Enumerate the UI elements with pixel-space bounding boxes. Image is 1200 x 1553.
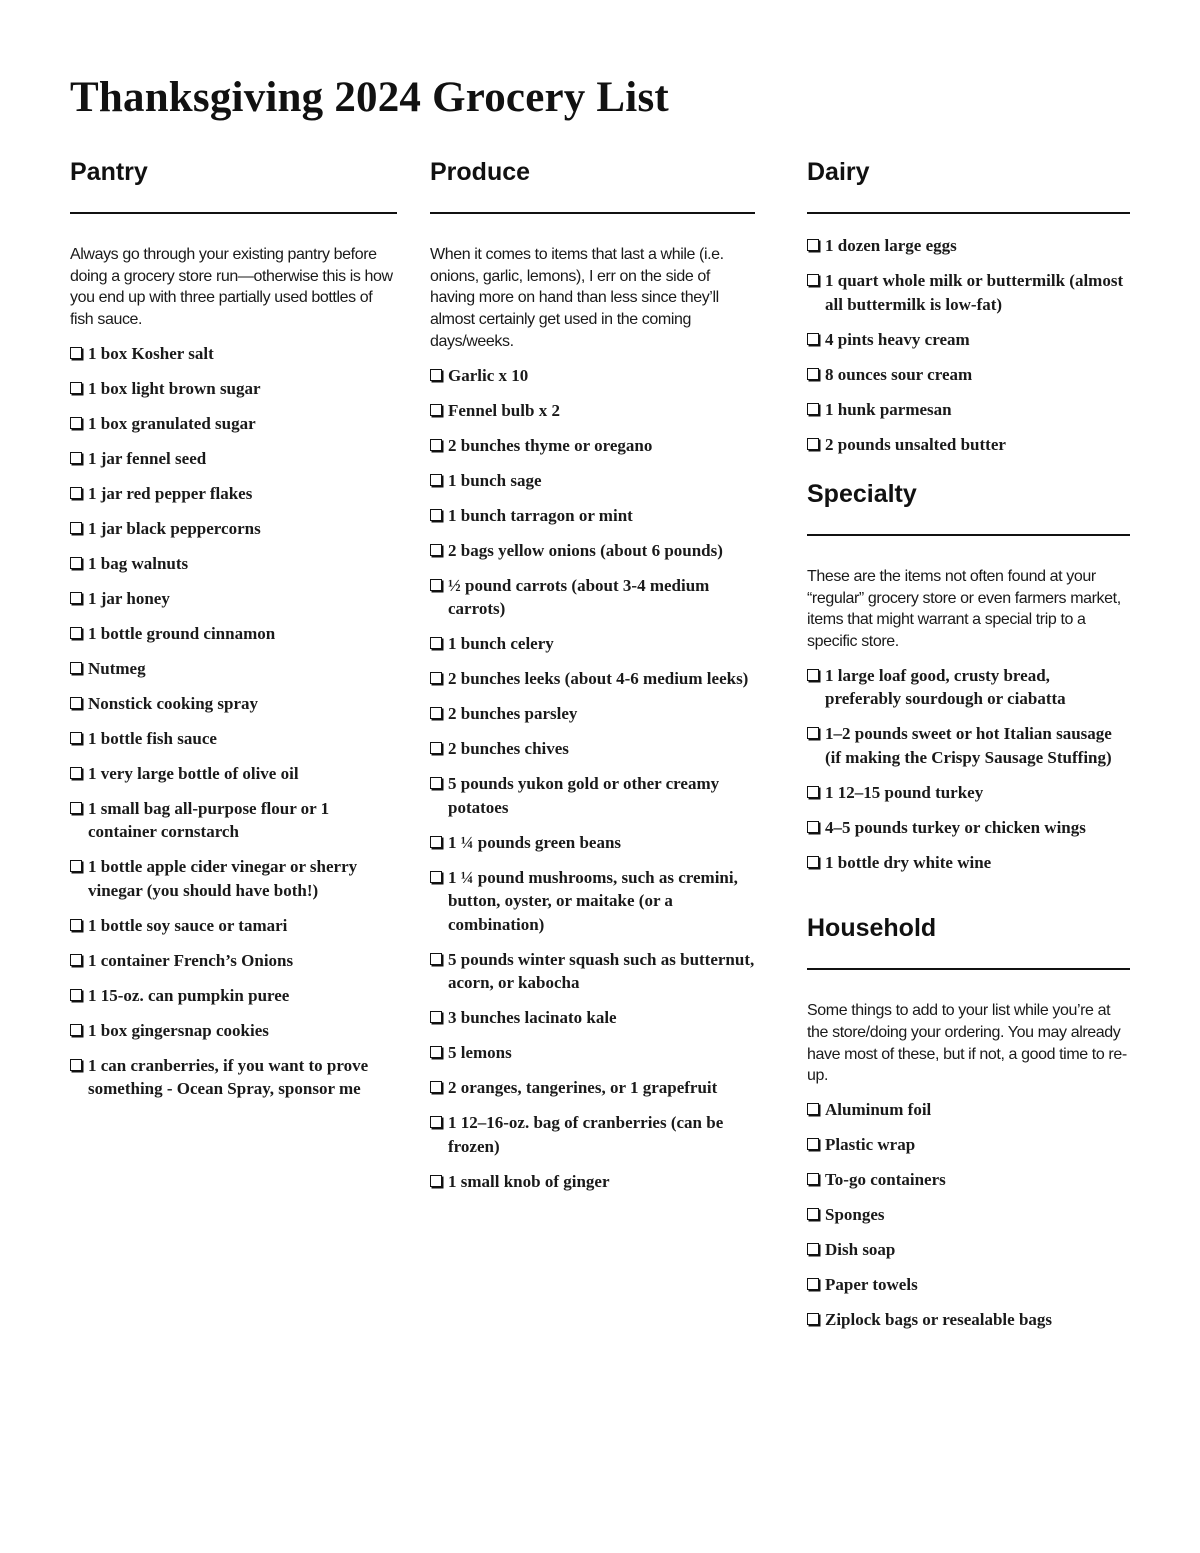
checkbox-icon[interactable] bbox=[430, 474, 442, 486]
checkbox-icon[interactable] bbox=[430, 707, 442, 719]
household-list bbox=[807, 1098, 1130, 1332]
checkbox-icon[interactable] bbox=[70, 627, 82, 639]
item-label: 1 ¼ pound mushrooms, such as cremini, button, oyster, or maitake (or a combination) bbox=[448, 867, 738, 934]
item-label: 1 ¼ pounds green beans bbox=[448, 832, 622, 852]
checklist-item bbox=[70, 914, 397, 938]
checklist-item bbox=[807, 1098, 1130, 1122]
item-label: 4 pints heavy cream bbox=[825, 329, 970, 349]
item-label: 8 ounces sour cream bbox=[825, 364, 973, 384]
specialty-divider bbox=[807, 534, 1130, 536]
checklist-item bbox=[430, 667, 755, 691]
pantry-intro: Always go through your existing pantry before doing a grocery store run—otherwise this is how you end up with three partially used bottles of fish sauce. bbox=[70, 246, 393, 329]
checkbox-icon[interactable] bbox=[430, 369, 442, 381]
dairy-heading: Dairy bbox=[807, 158, 870, 186]
checklist-item bbox=[807, 269, 1130, 316]
item-label: 1 box gingersnap cookies bbox=[88, 1020, 269, 1040]
checklist-item bbox=[70, 797, 397, 844]
item-label: 1 bag walnuts bbox=[88, 553, 189, 573]
item-label: Garlic x 10 bbox=[448, 365, 529, 385]
checklist-item bbox=[70, 855, 397, 902]
checkbox-icon[interactable] bbox=[807, 1278, 819, 1290]
checklist-item bbox=[807, 234, 1130, 258]
checkbox-icon[interactable] bbox=[430, 777, 442, 789]
checklist-item bbox=[70, 657, 397, 681]
checklist-item bbox=[807, 1133, 1130, 1157]
checklist-item bbox=[70, 622, 397, 646]
item-label: 2 oranges, tangerines, or 1 grapefruit bbox=[448, 1078, 718, 1098]
checkbox-icon[interactable] bbox=[430, 953, 442, 965]
item-label: 2 pounds unsalted butter bbox=[825, 434, 1006, 454]
item-label: 1 box Kosher salt bbox=[88, 343, 214, 363]
produce-divider bbox=[430, 212, 755, 214]
item-label: 5 lemons bbox=[448, 1043, 512, 1063]
item-label: 1 hunk parmesan bbox=[825, 399, 952, 419]
checklist-item bbox=[70, 949, 397, 973]
checklist-item bbox=[430, 702, 755, 726]
checklist-item bbox=[70, 984, 397, 1008]
checklist-item bbox=[430, 866, 755, 937]
checkbox-icon[interactable] bbox=[70, 347, 82, 359]
checklist-item bbox=[430, 434, 755, 458]
checkbox-icon[interactable] bbox=[430, 836, 442, 848]
item-label: 1–2 pounds sweet or hot Italian sausage (if making the Crispy Sausage Stuffing) bbox=[825, 724, 1112, 767]
checklist-item bbox=[430, 772, 755, 819]
checklist-item bbox=[430, 1111, 755, 1158]
item-label: 1 jar red pepper flakes bbox=[88, 483, 253, 503]
checklist-item bbox=[70, 587, 397, 611]
checkbox-icon[interactable] bbox=[807, 1243, 819, 1255]
item-label: 2 bunches thyme or oregano bbox=[448, 435, 653, 455]
item-label: 1 12–16-oz. bag of cranberries (can be frozen) bbox=[448, 1113, 724, 1156]
item-label: 3 bunches lacinato kale bbox=[448, 1008, 617, 1028]
checkbox-icon[interactable] bbox=[807, 438, 819, 450]
item-label: 1 container French’s Onions bbox=[88, 950, 294, 970]
item-label: 1 12–15 pound turkey bbox=[825, 782, 984, 802]
checklist-item bbox=[70, 447, 397, 471]
specialty-intro: These are the items not often found at your “regular” grocery store or even farmers market, items that might warrant a special trip to a specific store. bbox=[807, 568, 1121, 651]
checkbox-icon[interactable] bbox=[807, 368, 819, 380]
produce-column bbox=[430, 156, 755, 1193]
checklist-item bbox=[807, 1203, 1130, 1227]
checkbox-icon[interactable] bbox=[70, 802, 82, 814]
checklist-item bbox=[807, 328, 1130, 352]
checklist-item bbox=[807, 664, 1130, 711]
checkbox-icon[interactable] bbox=[70, 860, 82, 872]
item-label: Aluminum foil bbox=[825, 1100, 932, 1120]
checkbox-icon[interactable] bbox=[70, 487, 82, 499]
checklist-item bbox=[70, 552, 397, 576]
checklist-item bbox=[807, 1273, 1130, 1297]
checkbox-icon[interactable] bbox=[430, 1081, 442, 1093]
checkbox-icon[interactable] bbox=[70, 919, 82, 931]
checkbox-icon[interactable] bbox=[807, 727, 819, 739]
checkbox-icon[interactable] bbox=[430, 1116, 442, 1128]
checklist-item bbox=[430, 1006, 755, 1030]
checkbox-icon[interactable] bbox=[70, 592, 82, 604]
checklist-item bbox=[807, 363, 1130, 387]
item-label: 2 bags yellow onions (about 6 pounds) bbox=[448, 540, 723, 560]
item-label: 1 jar black peppercorns bbox=[88, 518, 261, 538]
item-label: Nutmeg bbox=[88, 658, 146, 678]
item-label: 1 small bag all-purpose flour or 1 container cornstarch bbox=[88, 798, 330, 842]
item-label: Sponges bbox=[825, 1205, 885, 1225]
checklist-item bbox=[70, 517, 397, 541]
item-label: 1 large loaf good, crusty bread, preferably sourdough or ciabatta bbox=[825, 665, 1066, 709]
dairy-divider bbox=[807, 212, 1130, 214]
household-divider bbox=[807, 968, 1130, 970]
checklist-item bbox=[430, 1076, 755, 1100]
item-label: 1 box light brown sugar bbox=[88, 378, 261, 398]
checklist-item bbox=[70, 727, 397, 751]
checklist-item bbox=[807, 816, 1130, 840]
checkbox-icon[interactable] bbox=[70, 522, 82, 534]
item-label: 1 bottle fish sauce bbox=[88, 728, 217, 748]
item-label: 2 bunches leeks (about 4-6 medium leeks) bbox=[448, 669, 749, 689]
checkbox-icon[interactable] bbox=[430, 579, 442, 591]
checkbox-icon[interactable] bbox=[430, 871, 442, 883]
household-heading: Household bbox=[807, 914, 937, 943]
checkbox-icon[interactable] bbox=[807, 669, 819, 681]
pantry-column bbox=[70, 156, 397, 1101]
checklist-item bbox=[807, 433, 1130, 457]
item-label: 1 small knob of ginger bbox=[448, 1171, 610, 1191]
checkbox-icon[interactable] bbox=[70, 1059, 82, 1071]
checkbox-icon[interactable] bbox=[70, 452, 82, 464]
checklist-item bbox=[807, 722, 1130, 769]
item-label: Dish soap bbox=[825, 1240, 896, 1260]
specialty-list bbox=[807, 664, 1130, 875]
checkbox-icon[interactable] bbox=[430, 1011, 442, 1023]
checkbox-icon[interactable] bbox=[430, 509, 442, 521]
item-label: 1 quart whole milk or buttermilk (almost all buttermilk is low-fat) bbox=[825, 271, 1124, 314]
checkbox-icon[interactable] bbox=[807, 274, 819, 286]
checkbox-icon[interactable] bbox=[70, 417, 82, 429]
household-intro: Some things to add to your list while you’re at the store/doing your ordering. You may already have most of these, but if not, a good time to re-up. bbox=[807, 1002, 1127, 1085]
dairy-list bbox=[807, 234, 1130, 456]
checkbox-icon[interactable] bbox=[70, 382, 82, 394]
checklist-item bbox=[70, 1054, 397, 1101]
specialty-heading: Specialty bbox=[807, 480, 917, 508]
item-label: 2 bunches parsley bbox=[448, 704, 578, 724]
checkbox-icon[interactable] bbox=[430, 1175, 442, 1187]
item-label: 4–5 pounds turkey or chicken wings bbox=[825, 817, 1086, 837]
item-label: 1 can cranberries, if you want to prove something - Ocean Spray, sponsor me bbox=[88, 1055, 369, 1099]
item-label: 1 bunch sage bbox=[448, 470, 542, 490]
checklist-item bbox=[807, 1238, 1130, 1262]
item-label: Ziplock bags or resealable bags bbox=[825, 1310, 1053, 1330]
item-label: Plastic wrap bbox=[825, 1135, 916, 1155]
checkbox-icon[interactable] bbox=[807, 821, 819, 833]
checkbox-icon[interactable] bbox=[70, 662, 82, 674]
pantry-heading: Pantry bbox=[70, 158, 148, 186]
checkbox-icon[interactable] bbox=[430, 1046, 442, 1058]
pantry-divider bbox=[70, 212, 397, 214]
checklist-item bbox=[430, 504, 755, 528]
checklist-item bbox=[807, 1308, 1130, 1332]
item-label: 5 pounds winter squash such as butternut, acorn, or kabocha bbox=[448, 949, 755, 993]
checkbox-icon[interactable] bbox=[70, 1024, 82, 1036]
item-label: 1 bottle apple cider vinegar or sherry vinegar (you should have both!) bbox=[88, 857, 358, 900]
item-label: 1 bunch celery bbox=[448, 634, 554, 654]
pantry-list bbox=[70, 342, 397, 1101]
item-label: 1 jar fennel seed bbox=[88, 448, 207, 468]
checklist-item bbox=[430, 1041, 755, 1065]
dairy-column bbox=[807, 156, 1130, 1332]
checklist-item bbox=[430, 364, 755, 388]
checkbox-icon[interactable] bbox=[807, 1173, 819, 1185]
checkbox-icon[interactable] bbox=[807, 1313, 819, 1325]
item-label: 1 bunch tarragon or mint bbox=[448, 505, 633, 525]
checkbox-icon[interactable] bbox=[807, 333, 819, 345]
checkbox-icon[interactable] bbox=[807, 1208, 819, 1220]
checklist-item bbox=[70, 377, 397, 401]
item-label: 1 15-oz. can pumpkin puree bbox=[88, 985, 290, 1005]
item-label: 1 bottle ground cinnamon bbox=[88, 623, 276, 643]
checklist-item bbox=[807, 1168, 1130, 1192]
checklist-item bbox=[430, 469, 755, 493]
checklist-item bbox=[70, 482, 397, 506]
checkbox-icon[interactable] bbox=[430, 544, 442, 556]
checklist-item bbox=[430, 632, 755, 656]
checkbox-icon[interactable] bbox=[430, 742, 442, 754]
produce-heading: Produce bbox=[430, 158, 531, 186]
checklist-item bbox=[430, 737, 755, 761]
checkbox-icon[interactable] bbox=[70, 767, 82, 779]
checklist-item bbox=[430, 539, 755, 563]
item-label: Paper towels bbox=[825, 1275, 918, 1295]
item-label: 1 very large bottle of olive oil bbox=[88, 763, 299, 783]
checklist-item bbox=[430, 831, 755, 855]
checklist-item bbox=[807, 851, 1130, 875]
checkbox-icon[interactable] bbox=[430, 439, 442, 451]
checklist-item bbox=[430, 399, 755, 423]
checkbox-icon[interactable] bbox=[807, 1103, 819, 1115]
checklist-item bbox=[807, 398, 1130, 422]
item-label: 5 pounds yukon gold or other creamy potatoes bbox=[448, 774, 720, 817]
checkbox-icon[interactable] bbox=[70, 989, 82, 1001]
checklist-item bbox=[430, 574, 755, 621]
item-label: Fennel bulb x 2 bbox=[448, 400, 560, 420]
checkbox-icon[interactable] bbox=[807, 856, 819, 868]
checklist-item bbox=[70, 1019, 397, 1043]
checkbox-icon[interactable] bbox=[70, 557, 82, 569]
checkbox-icon[interactable] bbox=[70, 954, 82, 966]
checkbox-icon[interactable] bbox=[70, 732, 82, 744]
checkbox-icon[interactable] bbox=[70, 697, 82, 709]
item-label: Nonstick cooking spray bbox=[88, 693, 259, 713]
checkbox-icon[interactable] bbox=[807, 1138, 819, 1150]
checklist-item bbox=[70, 692, 397, 716]
checkbox-icon[interactable] bbox=[430, 637, 442, 649]
checklist-item bbox=[807, 781, 1130, 805]
checkbox-icon[interactable] bbox=[807, 239, 819, 251]
checkbox-icon[interactable] bbox=[430, 404, 442, 416]
page-title: Thanksgiving 2024 Grocery List bbox=[70, 74, 669, 121]
item-label: ½ pound carrots (about 3-4 medium carrots) bbox=[448, 575, 710, 619]
item-label: 1 bottle soy sauce or tamari bbox=[88, 915, 288, 935]
produce-intro: When it comes to items that last a while (i.e. onions, garlic, lemons), I err on the side of having more on hand than less since they’ll almost certainly get used in the coming days/weeks. bbox=[430, 246, 724, 350]
checklist-item bbox=[430, 1170, 755, 1194]
item-label: 2 bunches chives bbox=[448, 739, 569, 759]
item-label: 1 box granulated sugar bbox=[88, 413, 256, 433]
checklist-item bbox=[70, 412, 397, 436]
item-label: 1 jar honey bbox=[88, 588, 170, 608]
produce-list bbox=[430, 364, 755, 1194]
checkbox-icon[interactable] bbox=[807, 403, 819, 415]
item-label: 1 dozen large eggs bbox=[825, 236, 957, 255]
checklist-item bbox=[70, 762, 397, 786]
checkbox-icon[interactable] bbox=[807, 786, 819, 798]
checklist-item bbox=[70, 342, 397, 366]
checkbox-icon[interactable] bbox=[430, 672, 442, 684]
item-label: To-go containers bbox=[825, 1170, 946, 1190]
item-label: 1 bottle dry white wine bbox=[825, 852, 992, 872]
checklist-item bbox=[430, 948, 755, 995]
